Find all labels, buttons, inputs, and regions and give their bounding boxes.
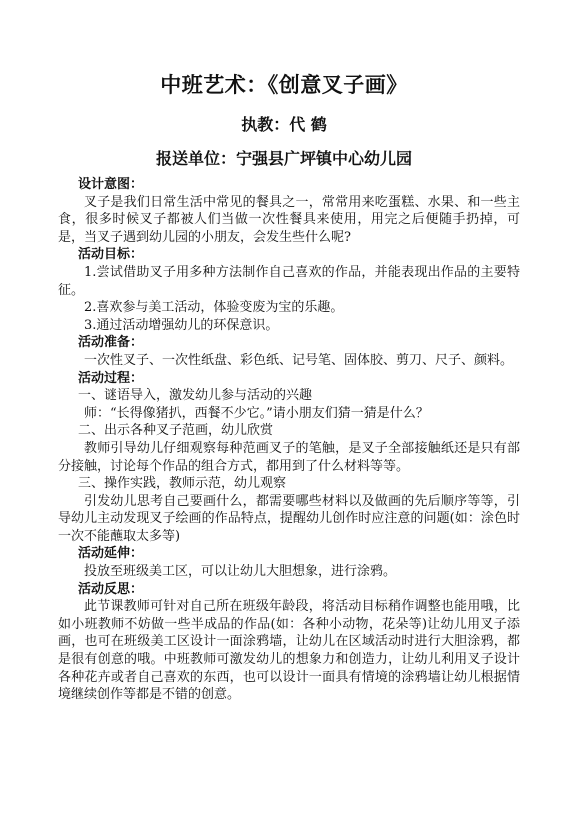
reflection-paragraph: 此节课教师可针对自己所在班级年龄段，将活动目标稍作调整也能用哦，比如小班教师不妨做一些半成品的作品(如：各种小动物，花朵等)让幼儿用叉子添画，也可在班级美工区设计一面涂鸦墙，让幼儿在区域活动时进行大胆涂鸦，都是很有创意的哦。中班教师可激发幼儿的想象力和创造力，让幼儿利用叉子设计各种花卉或者自己喜欢的东西，也可以设计一面具有情境的涂鸦墙让幼儿根据情境继续创作等都是不错的创意。 [58,599,520,703]
goal-item-1: 1.尝试借助叉子用多种方法制作自己喜欢的作品，并能表现出作品的主要特征。 [58,264,520,298]
prep-heading: 活动准备： [78,335,144,351]
prep-paragraph: 一次性叉子、一次性纸盘、彩色纸、记号笔、固体胶、剪刀、尺子、颜料。 [84,352,514,368]
extension-paragraph: 投放至班级美工区，可以让幼儿大胆想象，进行涂鸦。 [84,564,397,580]
step-1-heading: 一、谜语导入，激发幼儿参与活动的兴趣 [78,388,313,404]
document-body [58,176,520,704]
step-2-paragraph: 教师引导幼儿仔细观察每种范画叉子的笔触，是叉子全部接触纸还是只有部分接触，讨论每个作品的组合方式，都用到了什么材料等等。 [58,440,520,474]
unit-line: 报送单位：宁强县广坪镇中心幼儿园 [155,149,412,168]
goals-heading: 活动目标： [78,247,144,263]
page-title: 中班艺术：《创意叉子画》 [160,73,408,97]
design-heading: 设计意图： [78,177,144,192]
step-1-paragraph: 师：“长得像猪扒，西餐不少它。”请小朋友们猜一猜是什么？ [84,405,429,421]
teacher-line: 执教：代 鹤 [241,115,327,134]
step-2-heading: 二、出示各种叉子范画，幼儿欣赏 [78,423,274,439]
goal-item-2: 2.喜欢参与美工活动，体验变废为宝的乐趣。 [84,300,344,316]
design-paragraph: 叉子是我们日常生活中常见的餐具之一，常常用来吃蛋糕、水果、和一些主食，很多时候叉子都被人们当做一次性餐具来使用，用完之后便随手扔掉，可是，当叉子遇到幼儿园的小朋友，会发生些什么呢? [58,194,520,245]
step-3-heading: 三、操作实践，教师示范，幼儿观察 [78,476,287,492]
extension-heading: 活动延伸： [78,546,144,562]
step-3-paragraph: 引发幼儿思考自己要画什么，都需要哪些材料以及做画的先后顺序等等，引导幼儿主动发现叉子绘画的作品特点，提醒幼儿创作时应注意的问题(如：涂色时一次不能蘸取太多等) [58,493,520,544]
goal-item-3: 3.通过活动增强幼儿的环保意识。 [84,317,279,333]
process-heading: 活动过程： [78,370,144,386]
reflection-heading: 活动反思： [78,581,144,597]
